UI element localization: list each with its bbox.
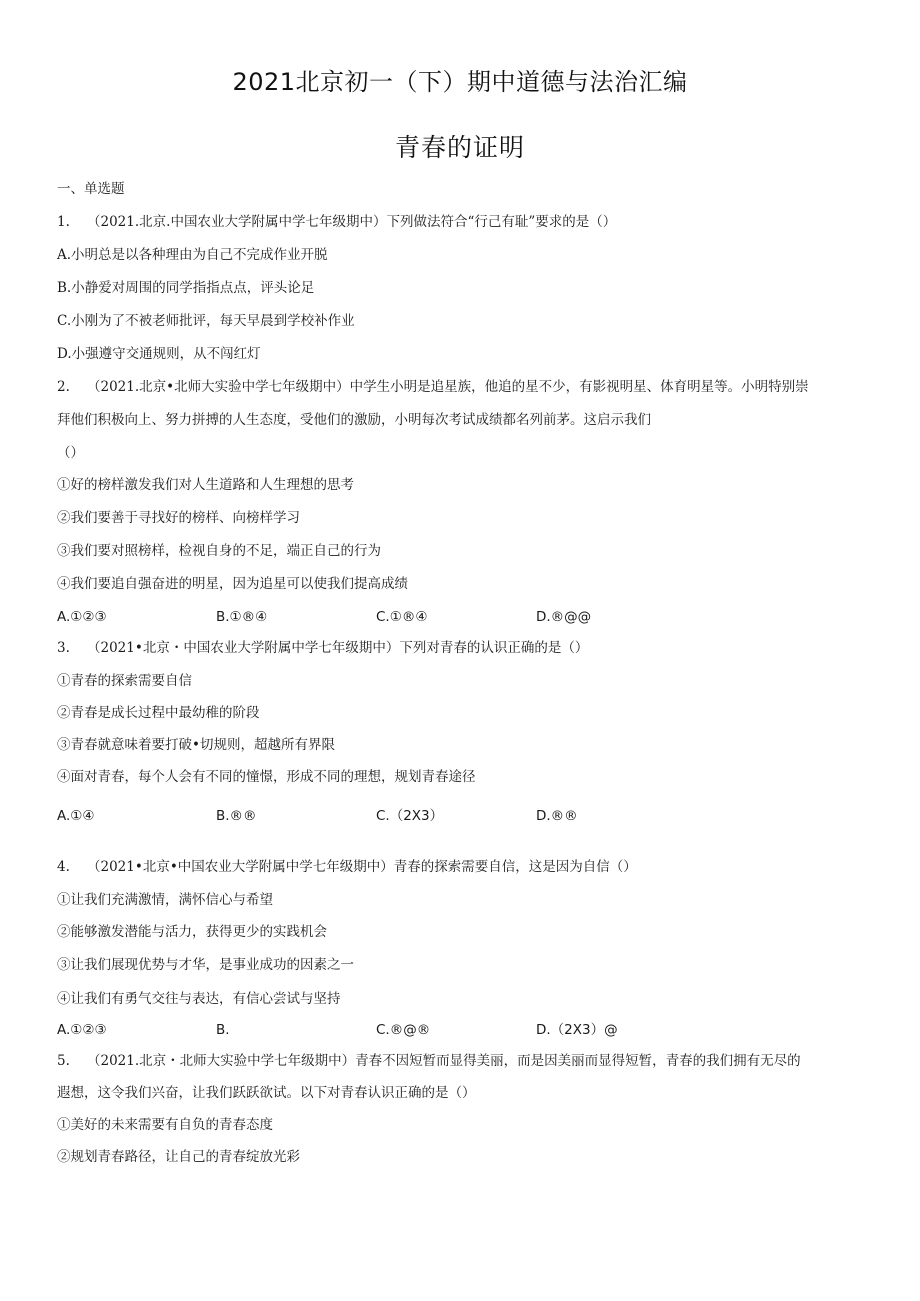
choice-b: B.①®④ [216, 609, 268, 625]
statement-item: ②规划青春路径，让自己的青春绽放光彩 [57, 1149, 300, 1165]
statement-item: ④面对青春，每个人会有不同的憧憬，形成不同的理想，规划青春途径 [57, 769, 476, 785]
question-number: 5. [57, 1053, 70, 1069]
question-stem-line: （） [57, 445, 84, 461]
question-stem-line: （2021.北京•北师大实验中学七年级期中）中学生小明是追星族，他追的星不少，有影视明星、体育明星等。小明特别崇 [87, 379, 809, 395]
statement-item: ④我们要追自强奋进的明星，因为追星可以使我们提高成绩 [57, 576, 408, 592]
question-stem: （2021•北京•中国农业大学附属中学七年级期中）青春的探索需要自信，这是因为自信（） [87, 859, 637, 875]
choice-a: A.①④ [57, 808, 95, 824]
section-heading: 一、单选题 [57, 181, 125, 197]
question-3 [57, 638, 875, 658]
statement-item: ①美好的未来需要有自负的青春态度 [57, 1117, 273, 1133]
question-1 [57, 212, 875, 232]
statement-item: ②能够激发潜能与活力，获得更少的实践机会 [57, 924, 327, 940]
choice-d: D.®@@ [536, 609, 592, 625]
choice-d: D.®® [536, 808, 578, 824]
question-number: 2. [57, 379, 70, 395]
question-4 [57, 857, 875, 877]
choice-a: A.①②③ [57, 609, 107, 625]
question-2 [57, 377, 875, 397]
statement-item: ②我们要善于寻找好的榜样、向榜样学习 [57, 510, 300, 526]
statement-item: ①青春的探索需要自信 [57, 673, 192, 689]
choice-b: B.®® [216, 808, 257, 824]
choice-c: C.®@® [376, 1022, 431, 1038]
document-title: 2021北京初一（下）期中道德与法治汇编 [232, 68, 688, 96]
option-c: C.小刚为了不被老师批评，每天早晨到学校补作业 [57, 313, 355, 329]
option-d: D.小强遵守交通规则，从不闯红灯 [57, 346, 261, 362]
statement-item: ④让我们有勇气交往与表达，有信心尝试与坚持 [57, 991, 341, 1007]
question-stem: （2021.北京.中国农业大学附属中学七年级期中）下列做法符合“行己有耻”要求的是（） [87, 214, 617, 230]
statement-item: ②青春是成长过程中最幼稚的阶段 [57, 705, 260, 721]
statement-item: ③让我们展现优势与才华，是事业成功的因素之一 [57, 957, 354, 973]
question-number: 3. [57, 640, 70, 656]
choice-d: D.（2X3）@ [536, 1022, 618, 1038]
statement-item: ③青春就意味着要打破•切规则，超越所有界限 [57, 737, 335, 753]
question-stem-line: 遐想，这令我们兴奋，让我们跃跃欲试。以下对青春认识正确的是（） [57, 1085, 476, 1101]
statement-item: ①好的榜样激发我们对人生道路和人生理想的思考 [57, 477, 354, 493]
statement-item: ③我们要对照榜样，检视自身的不足，端正自己的行为 [57, 543, 381, 559]
question-5 [57, 1051, 875, 1071]
option-a: A.小明总是以各种理由为自己不完成作业开脱 [57, 247, 328, 263]
choice-a: A.①②③ [57, 1022, 107, 1038]
question-number: 4. [57, 859, 70, 875]
choice-c: C.①®④ [376, 609, 428, 625]
question-stem-line: 拜他们积极向上、努力拼搏的人生态度，受他们的激励，小明每次考试成绩都名列前茅。这启示我们 [57, 412, 651, 428]
question-stem: （2021•北京・中国农业大学附属中学七年级期中）下列对青春的认识正确的是（） [87, 640, 589, 656]
option-b: B.小静爱对周围的同学指指点点，评头论足 [57, 280, 315, 296]
choice-c: C.（2X3） [376, 808, 444, 824]
choice-b: B. [216, 1022, 230, 1038]
question-number: 1. [57, 214, 70, 230]
statement-item: ①让我们充满激情，满怀信心与希望 [57, 892, 273, 908]
question-stem-line: （2021.北京・北师大实验中学七年级期中）青春不因短暂而显得美丽，而是因美丽而显得短暂，青春的我们拥有无尽的 [87, 1053, 801, 1069]
document-subtitle: 青春的证明 [394, 133, 525, 162]
